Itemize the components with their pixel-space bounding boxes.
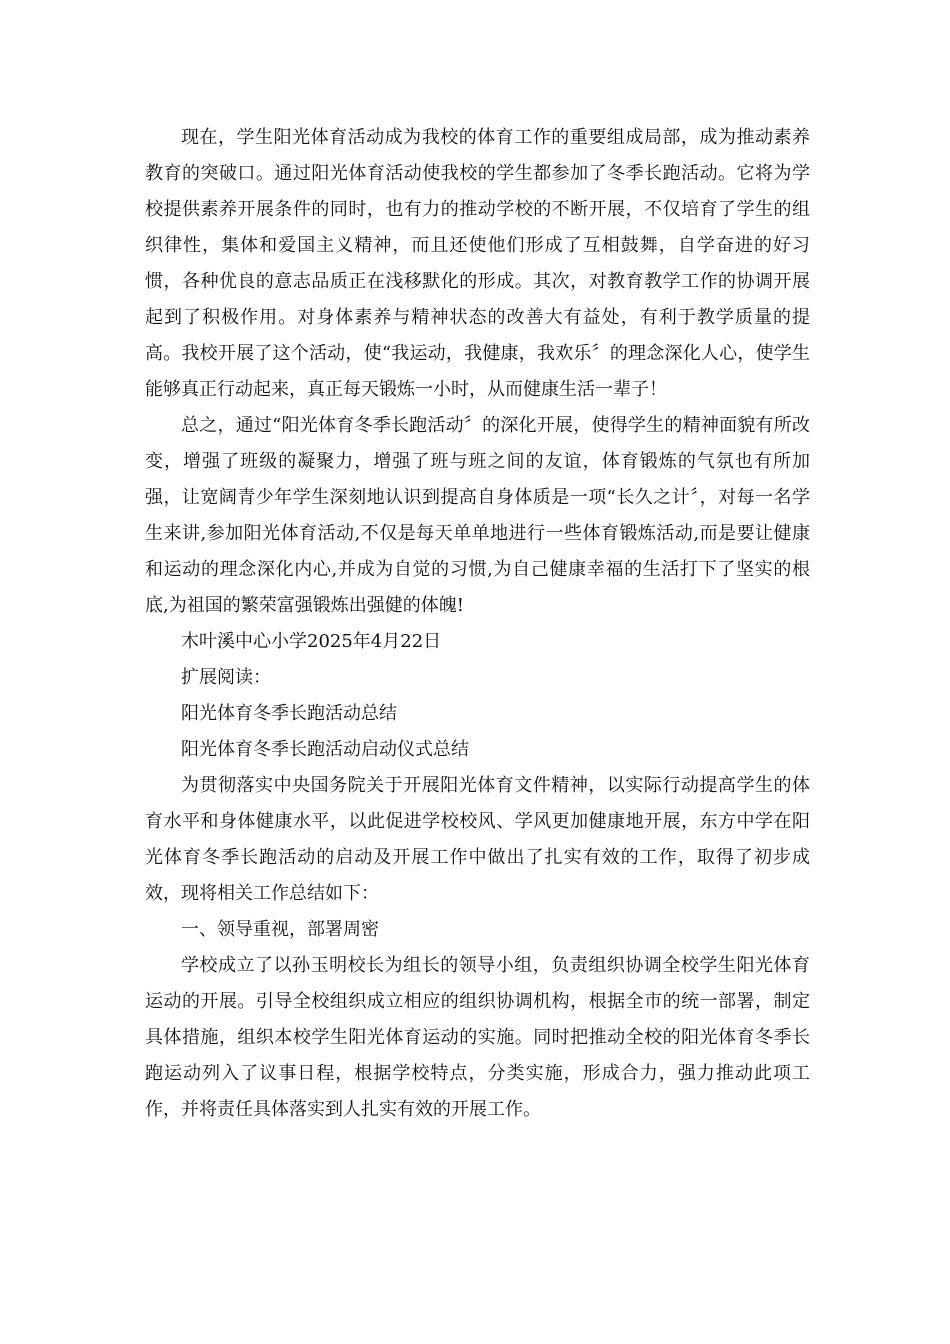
paragraph-intro: 为贯彻落实中央国务院关于开展阳光体育文件精神，以实际行动提高学生的体育水平和身体健康水平，以此促进学校校风、学风更加健康地开展，东方中学在阳光体育冬季长跑活动的启动及开展工作中做出了扎实有效的工作，取得了初步成效，现将相关工作总结如下： (145, 775, 810, 904)
extended-reading-label: 扩展阅读： (181, 667, 271, 688)
extended-reading-title-2: 阳光体育冬季长跑活动启动仪式总结 (181, 739, 469, 760)
paragraph-conclusion: 总之，通过“阳光体育冬季长跑活动〞的深化开展，使得学生的精神面貌有所改变，增强了班级的凝聚力，增强了班与班之间的友谊，体育锻炼的气氛也有所加强，让宽阔青少年学生深刻地认识到提高自身体质是一项“长久之计〞，对每一名学生来讲,参加阳光体育活动,不仅是每天单单地进行一些体育锻炼活动,而是要让健康和运动的理念深化内心,并成为自觉的习惯,为自己健康幸福的生活打下了坚实的根底,为祖国的繁荣富强锻炼出强健的体魄! (145, 415, 810, 616)
document-body (145, 120, 810, 1128)
paragraph-benefits: 现在，学生阳光体育活动成为我校的体育工作的重要组成局部，成为推动素养教育的突破口。通过阳光体育活动使我校的学生都参加了冬季长跑活动。它将为学校提供素养开展条件的同时，也有力的推动学校的不断开展，不仅培育了学生的组织律性，集体和爱国主义精神，而且还使他们形成了互相鼓舞，自学奋进的好习惯，各种优良的意志品质正在浅移默化的形成。其次，对教育教学工作的协调开展起到了积极作用。对身体素养与精神状态的改善大有益处，有利于教学质量的提高。我校开展了这个活动，使“我运动，我健康，我欢乐〞的理念深化人心，使学生能够真正行动起来，真正每天锻炼一小时，从而健康生活一辈子！ (145, 127, 810, 400)
paragraph-leadership: 学校成立了以孙玉明校长为组长的领导小组，负责组织协调全校学生阳光体育运动的开展。引导全校组织成立相应的组织协调机构，根据全市的统一部署，制定具体措施，组织本校学生阳光体育运动的实施。同时把推动全校的阳光体育冬季长跑运动列入了议事日程，根据学校特点，分类实施，形成合力，强力推动此项工作，并将责任具体落实到人扎实有效的开展工作。 (145, 955, 810, 1120)
section-heading-1: 一、领导重视，部署周密 (181, 919, 379, 940)
extended-reading-title-1: 阳光体育冬季长跑活动总结 (181, 703, 397, 724)
signature-date-line: 木叶溪中心小学2025年4月22日 (181, 631, 442, 652)
